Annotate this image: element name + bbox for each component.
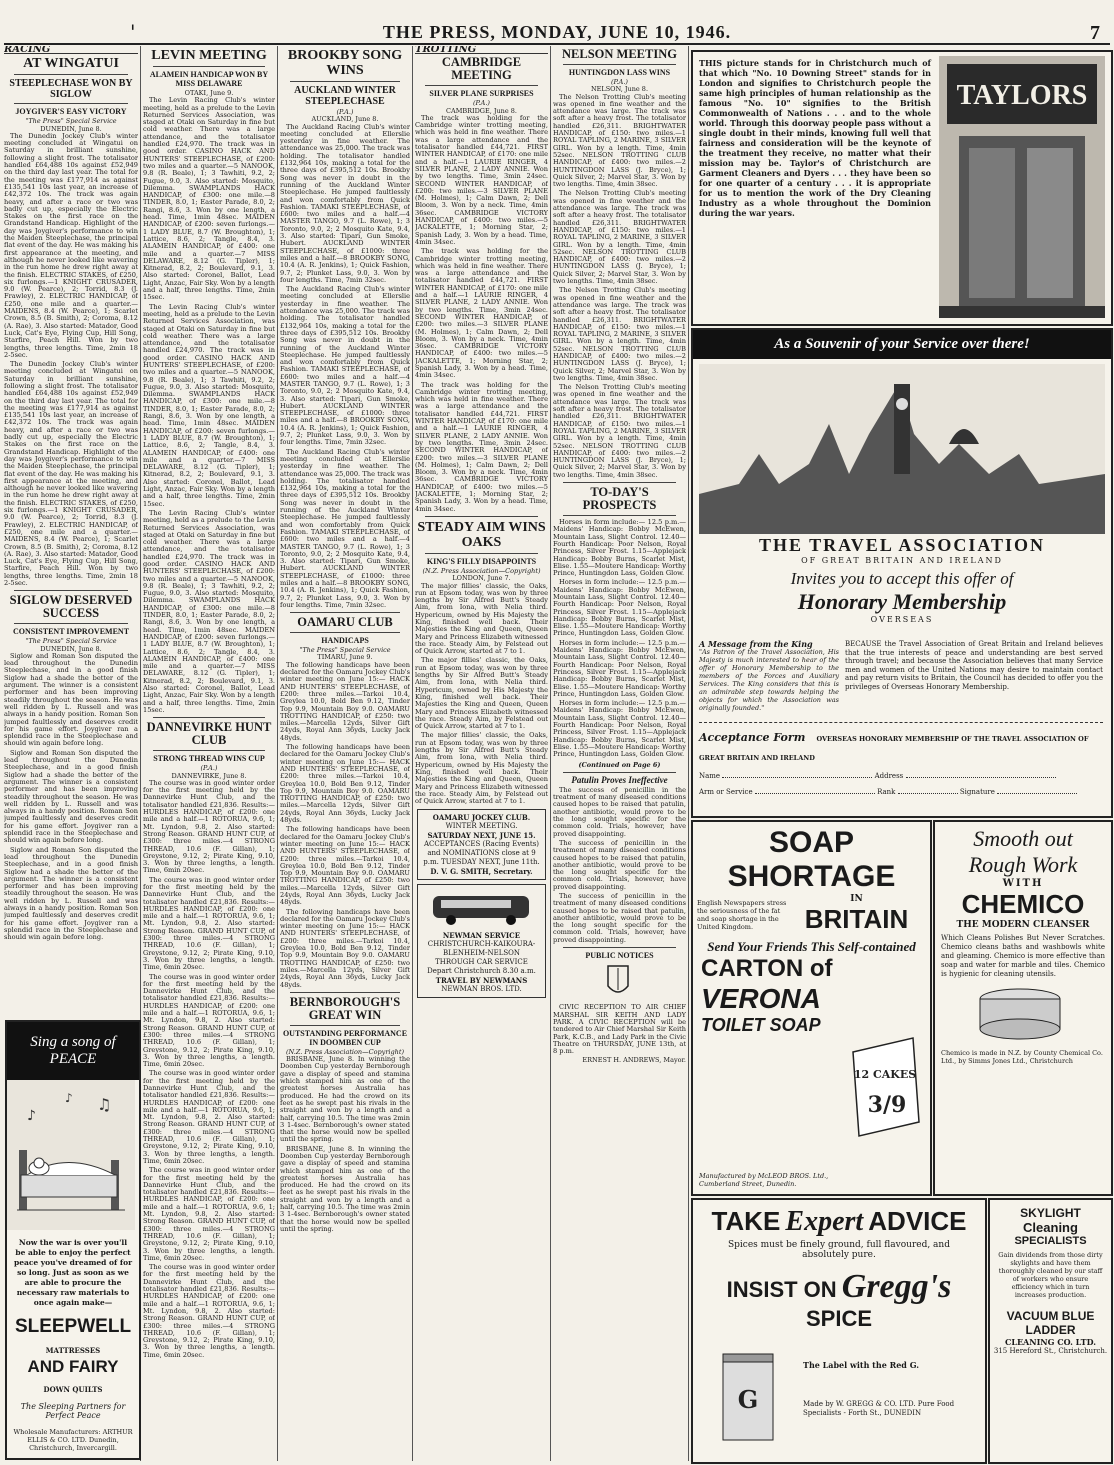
dateline: OTAKI, June 9. (184, 89, 234, 97)
article-body: The Nelson Trotting Club's meeting was opened in fine weather and the attendance was large. The track was soft after a heavy frost. The totalisator handled £26,311. BRIGHTWATER HANDICAP, of £150: two miles.—1 ROYAL TAPLING, 2 MARINE, 3 SILVER GIRL. Won by a length. Time, 4min 52sec. NELSON TROTTING CLUB HANDICAP, of £400: two miles.—2 HUNTINGDON LASS (J. Bryce), 1; Quick Silver, 2; Marvel Star, 3. Won by two lengths. Time, 4min 38sec. (553, 189, 686, 286)
form-label: Signature (959, 788, 995, 796)
column-1 (4, 46, 138, 1016)
notice-body: CIVIC RECEPTION TO AIR CHIEF MARSHAL SIR KEITH AND LADY PARK. A CIVIC RECEPTION will be tendered to Air Chief Marshal Sir Keith Park, K.C.B., and Lady Park in the Civic Theatre on THURSDAY, JUNE 13th, at 8 p.m. (553, 1003, 686, 1056)
article-body: The success of penicillin in the treatment of many diseased conditions caused hopes to be raised that patulin, another antibiotic, would prove to be the long sought specific for the common cold. Trials, however, have proved disappointing. (553, 891, 686, 944)
assoc-name: THE TRAVEL ASSOCIATION (758, 535, 1046, 555)
soap-carton-illustration (843, 1032, 923, 1142)
taylors-building-photo (939, 56, 1105, 318)
article-body: The track was holding for the Cambridge winter trotting meeting, which was held in fine weather. There was a large attendance and the totalisator handled £44,721. FIRST WINTER HANDICAP, of £170: one mile and a half.—1 LAURIE RINGER, 4 SILVER PLANE, 2 LADY ANNIE. Won by two lengths. Time, 3min 24sec. SECOND WINTER HANDICAP, of £200: two miles.—3 SILVER PLANE (M. Holmes), 1; Calm Dawn, 2; Dell Bloom, 3. Won by a neck. Time, 4min 36sec. CAMBRIDGE VICTORY HANDICAP, of £400: two miles.—5 JACKALETTE, 1; Morning Star, 2; Spanish Lady, 3. Won by a head. Time, 4min 34sec. (415, 380, 548, 513)
signature-field[interactable] (997, 793, 1077, 794)
subheadline: KING'S FILLY DISAPPOINTS (426, 556, 537, 566)
gregg-brand: Gregg's (841, 1268, 952, 1305)
ad-slogan: The Sleeping Partners for Perfect Peace (20, 1402, 126, 1420)
ad-title: Sing a song of PEACE (7, 1022, 139, 1080)
verona-brand: VERONA (701, 983, 821, 1014)
article-body: The course was in good winter order for the first meeting held by the Dannevirke Hunt Club, and the totalisator handled £21,836. Results:— HURDLES HANDICAP, of £200: one mile and a half.—1 ROTORUA, 9.6, 1; Mt. Lyndon, 9.8, 2. Also started: Strong Reason. GRAND HUNT CUP, of £300: three miles.—4 STRONG THREAD, 10.6 (F. Gillan), 1; Greystone, 9.12, 2; Pirate King, 9.10, 3. Won by three lengths, a length. Time, 6min 20sec. (143, 1166, 275, 1262)
source-line: (P.A.) (200, 764, 218, 773)
article-body: The major fillies' classic, the Oaks, run at Epsom today, was won by three lengths by Sir Alfred Butt's Steady Aim, from Iona, with Nelia third. Hypericum, owned by His Majesty the King, finished well back. Their Majesties the King and Queen, Queen Mary and Princess Elizabeth witnessed the race. Steady Aim, by Felstead out of Quick Arrow, started at 7 to 1. (415, 656, 548, 731)
travel-association-ad (691, 328, 1113, 818)
dateline: NELSON, June 8. (590, 85, 649, 94)
headline: SIGLOW DESERVED SUCCESS (9, 593, 133, 621)
chemico-h2: Rough Work (968, 852, 1078, 877)
form-heading: Acceptance Form (699, 731, 806, 744)
svg-text:♪: ♪ (27, 1108, 36, 1124)
form-label: Address (874, 772, 904, 780)
gregg-advice: ADVICE (868, 1206, 967, 1236)
article-body: Horses in form include:— 12.5 p.m.—Maidens' Handicap: Bobby McEwen, Mountain Lass, Slight Control. 12.40—Fourth Handicap: Poor Nelson, Royal Princess, Silver Frost. 1.15—Applejack Handicap: Bobby Burns, Scarlet Mist, Elise. 1.55—Moutere Handicap: Worthy Prince, Huntingdon Lass, Golden Glow. (553, 578, 686, 638)
subheadline: STEEPLECHASE WON BY SIGLOW (9, 78, 133, 101)
headline: BROOKBY SONG WINS (287, 48, 403, 78)
article-body: Horses in form include:— 12.5 p.m.—Maidens' Handicap: Bobby McEwen, Mountain Lass, Slight Control. 12.40—Fourth Handicap: Poor Nelson, Royal Princess, Silver Frost. 1.15—Applejack Handicap: Bobby Burns, Scarlet Mist, Elise. 1.55—Moutere Handicap: Worthy Prince, Huntingdon Lass, Golden Glow. (553, 638, 686, 698)
toilet-soap: TOILET SOAP (701, 1015, 821, 1035)
brand-sleepwell-sub: MATTRESSES (45, 1346, 101, 1355)
svg-text:♪: ♪ (65, 1091, 73, 1105)
article-body: The Auckland Racing Club's winter meeting concluded at Ellerslie yesterday in fine weather. The attendance was 25,000. The track was holding. The totalisator handled £132,964 10s, making a total for the three days of £395,512 10s. Brookby Song was never in doubt in the running of the Auckland Winter Steeplechase. He jumped faultlessly and won comfortably from Quick Fashion. TAMAKI STEEPLECHASE, of £600: two miles and a half.—4 MASTER TANGO, 9.7 (L. Rowe), 1; 3 Toronto, 9.0, 2; 2 Mosquito Kate, 9.4, 3. Also started: Tipari, Gun Smoke, Hubert. AUCKLAND WINTER STEEPLECHASE, of £1000: three miles and a half.—8 BROOKBY SONG, 10.4 (A. R. Jenkins), 1; Quick Fashion, 9.7, 2; Plunket Lass, 9.0, 3. Won by four lengths. Time, 7min 32sec. (280, 122, 410, 284)
article-body: The Levin Racing Club's winter meeting, held as a prelude to the Levin Returned Services Association, was staged at Otaki on Saturday in fine but cold weather. There was a large attendance, and the totalisator handled £24,970. The track was in good order. CASINO HACK AND HUNTERS' STEEPLECHASE, of £200: two miles and a quarter.—5 NANOOK, 9.8 (R. Beale), 1; 3 Tawhiti, 9.2, 2; Fugue, 9.0, 3. Also started: Mosquito, Dilemma. SWAMPLANDS HACK HANDICAP, of £300: one mile.—8 TINDER, 8.0, 1; Easter Parade, 8.0, 2; Rangi, 8.6, 3. Won by one length, a head. Time, 1min 48sec. MAIDEN HANDICAP, of £200: seven furlongs.—1 LADY BLUE, 8.7 (W. Broughton), 1; Lattice, 8.6, 2; Tangle, 8.4, 3. ALAMEIN HANDICAP, of £400: one mile and a quarter.—7 MISS DELAWARE, 8.12 (G. Tipler), 1; Kitnerad, 8.2, 2; Boulevard, 9.1, 3. Also started: Coronel, Ballot, Lead Light, Anzac, Fair Sky. Won by a length and a half, three lengths. Time, 2min 15sec. (143, 302, 275, 508)
column-3 (280, 46, 410, 1456)
soap-britain: BRITAIN (804, 904, 909, 934)
article-body: The Nelson Trotting Club's meeting was opened in fine weather and the attendance was large. The track was soft after a heavy frost. The totalisator handled £26,311. BRIGHTWATER HANDICAP, of £150: two miles.—1 ROYAL TAPLING, 2 MARINE, 3 SILVER GIRL. Won by a length. Time, 4min 52sec. NELSON TROTTING CLUB HANDICAP, of £400: two miles.—2 HUNTINGDON LASS (J. Bryce), 1; Quick Silver, 2; Marvel Star, 3. Won by two lengths. Time, 4min 38sec. (553, 286, 686, 382)
king-message (699, 640, 839, 712)
article-body: The following handicaps have been declared for the Oamaru Jockey Club's winter meeting on June 15:— HACK AND HUNTERS' STEEPLECHASE, of £200: three miles.—Tarkoi 10.4, Greylea 10.0, Bold Ben 9.12, Tinder Top 9.9, Mountain Boy 9.0. OAMARU TROTTING HANDICAP, of £250: two miles.—Marcella 12yds, Silver Gift 24yds, Royal Ann 36yds, Lucky Jack 48yds. (280, 660, 410, 742)
chemico-tin-illustration (935, 983, 1105, 1043)
column-rule (277, 46, 278, 1461)
column-4 (415, 46, 548, 1456)
notice-line: ACCEPTANCES (Racing Events) and NOMINATIONS close at 9 p.m. TUESDAY NEXT, June 11th. (423, 840, 540, 867)
assoc-sub: OF GREAT BRITAIN AND IRELAND (801, 556, 1003, 565)
subheadline: CONSISTENT IMPROVEMENT (12, 627, 130, 637)
dateline: TIMARU, June 9. (317, 653, 373, 662)
sky-addr: 315 Hereford St., Christchurch. (993, 1347, 1108, 1355)
brand-sleepwell: SLEEPWELL (14, 1316, 132, 1337)
bus-line: Depart Christchurch 8.30 a.m. (427, 967, 536, 976)
article-body: The track was holding for the Cambridge winter trotting meeting, which was held in fine weather. There was a large attendance and the totalisator handled £44,721. FIRST WINTER HANDICAP, of £170: one mile and a half.—1 LAURIE RINGER, 4 SILVER PLANE, 2 LADY ANNIE. Won by two lengths. Time, 3min 24sec. SECOND WINTER HANDICAP, of £200: two miles.—3 SILVER PLANE (M. Holmes), 1; Calm Dawn, 2; Dell Bloom, 3. Won by a neck. Time, 4min 36sec. CAMBRIDGE VICTORY HANDICAP, of £400: two miles.—5 JACKALETTE, 1; Morning Star, 2; Spanish Lady, 3. Won by a head. Time, 4min 34sec. (415, 113, 548, 246)
article-body: The major fillies' classic, the Oaks, run at Epsom today, was won by three lengths by Sir Alfred Butt's Steady Aim, from Iona, with Nelia third. Hypericum, owned by His Majesty the King, finished well back. Their Majesties the King and Queen, Queen Mary and Princess Elizabeth witnessed the race. Steady Aim, by Felstead out of Quick Arrow, started at 7 to 1. (415, 581, 548, 656)
chemico-ad (933, 820, 1113, 1196)
headline: TO-DAY'S PROSPECTS (582, 485, 657, 513)
source-line: "The Press" Special Service (25, 637, 117, 646)
article-body: The Auckland Racing Club's winter meeting concluded at Ellerslie yesterday in fine weather. The attendance was 25,000. The track was holding. The totalisator handled £132,964 10s, making a total for the three days of £395,512 10s. Brookby Song was never in doubt in the running of the Auckland Winter Steeplechase. He jumped faultlessly and won comfortably from Quick Fashion. TAMAKI STEEPLECHASE, of £600: two miles and a half.—4 MASTER TANGO, 9.7 (L. Rowe), 1; 3 Toronto, 9.0, 2; 2 Mosquito Kate, 9.4, 3. Also started: Tipari, Gun Smoke, Hubert. AUCKLAND WINTER STEEPLECHASE, of £1000: three miles and a half.—8 BROOKBY SONG, 10.4 (A. R. Jenkins), 1; Quick Fashion, 9.7, 2; Plunket Lass, 9.0, 3. Won by four lengths. Time, 7min 32sec. (280, 285, 410, 447)
chemico-tag: THE MODERN CLEANSER (956, 920, 1090, 930)
article-body: The Levin Racing Club's winter meeting, held as a prelude to the Levin Returned Services Association, was staged at Otaki on Saturday in fine but cold weather. There was a large attendance, and the totalisator handled £24,970. The track was in good order. CASINO HACK AND HUNTERS' STEEPLECHASE, of £200: two miles and a quarter.—5 NANOOK, 9.8 (R. Beale), 1; 3 Tawhiti, 9.2, 2; Fugue, 9.0, 3. Also started: Mosquito, Dilemma. SWAMPLANDS HACK HANDICAP, of £300: one mile.—8 TINDER, 8.0, 1; Easter Parade, 8.0, 2; Rangi, 8.6, 3. Won by one length, a head. Time, 1min 48sec. MAIDEN HANDICAP, of £200: seven furlongs.—1 LADY BLUE, 8.7 (W. Broughton), 1; Lattice, 8.6, 2; Tangle, 8.4, 3. ALAMEIN HANDICAP, of £400: one mile and a quarter.—7 MISS DELAWARE, 8.12 (G. Tipler), 1; Kitnerad, 8.2, 2; Boulevard, 9.1, 3. Also started: Coronel, Ballot, Lead Light, Anzac, Fair Sky. Won by a length and a half, three lengths. Time, 2min 15sec. (143, 508, 275, 714)
masthead (0, 0, 1114, 44)
ad-body: BECAUSE the Travel Association of Great Britain and Ireland believes that the true interests of peace and understanding are best served through travel; and because the Association believes that many Service men and women of the United Nations may desire to maintain contact and pay return visits to Britain, the Council has decided to offer you the privileges of Overseas Honorary Membership. (845, 640, 1103, 691)
gregg-expert: Expert (785, 1206, 864, 1237)
ad-body: Now the war is over you'll be able to enjoy the perfect peace you've dreamed of for so long. Just as soon as we are able to procure the necessary raw materials to once again make— (13, 1238, 133, 1307)
subheadline: JOYGIVER'S EASY VICTORY (15, 107, 127, 117)
public-notices-heading: PUBLIC NOTICES (585, 951, 654, 961)
gregg-take: TAKE (711, 1206, 781, 1236)
headline: NELSON MEETING (562, 47, 677, 61)
dateline: CAMBRIDGE, June 8. (446, 106, 517, 115)
bus-line: NEWMAN BROS. LTD. (441, 985, 522, 994)
article-body: Horses in form include:— 12.5 p.m.—Maidens' Handicap: Bobby McEwen, Mountain Lass, Slight Control. 12.40—Fourth Handicap: Poor Nelson, Royal Princess, Silver Frost. 1.15—Applejack Handicap: Bobby Burns, Scarlet Mist, Elise. 1.55—Moutere Handicap: Worthy Prince, Huntingdon Lass, Golden Glow. (553, 518, 686, 578)
source-line: (P.A.) (336, 108, 354, 116)
article-body: The success of penicillin in the treatment of many diseased conditions caused hopes to be raised that patulin, another antibiotic, would prove to be the long sought specific for the common cold. Trials, however, have proved disappointing. (553, 785, 686, 838)
article-body: The course was in good winter order for the first meeting held by the Dannevirke Hunt Club, and the totalisator handled £21,836. Results:— HURDLES HANDICAP, of £200: one mile and a half.—1 ROTORUA, 9.6, 1; Mt. Lyndon, 9.8, 2. Also started: Strong Reason. GRAND HUNT CUP, of £300: three miles.—4 STRONG THREAD, 10.6 (F. Gillan), 1; Greystone, 9.12, 2; Pirate King, 9.10, 3. Won by three lengths, a length. Time, 6min 20sec. (143, 1263, 275, 1359)
acceptance-form (699, 722, 1103, 800)
message-heading: A Message from the King (699, 639, 813, 649)
sky-brand: VACUUM BLUE LADDER (1006, 1309, 1095, 1337)
gregg-label: The Label with the Red G. (803, 1360, 920, 1370)
article-body: The following handicaps have been declared for the Oamaru Jockey Club's winter meeting on June 15:— HACK AND HUNTERS' STEEPLECHASE, of £200: three miles.—Tarkoi 10.4, Greylea 10.0, Bold Ben 9.12, Tinder Top 9.9, Mountain Boy 9.0. OAMARU TROTTING HANDICAP, of £250: two miles.—Marcella 12yds, Silver Gift 24yds, Royal Ann 36yds, Lucky Jack 48yds. (280, 743, 410, 825)
bus-line: THROUGH CAR SERVICE (435, 958, 528, 967)
bus-line: NEWMAN SERVICE (442, 931, 521, 941)
source-line: "The Press" Special Service (299, 646, 391, 655)
gregg-spice: SPICE (805, 1306, 873, 1331)
article-body: The course was in good winter order for the first meeting held by the Dannevirke Hunt Club, and the totalisator handled £21,836. Results:— HURDLES HANDICAP, of £200: one mile and a half.—1 ROTORUA, 9.6, 1; Mt. Lyndon, 9.8, 2. Also started: Strong Reason. GRAND HUNT CUP, of £300: three miles.—4 STRONG THREAD, 10.6 (F. Gillan), 1; Greystone, 9.12, 2; Pirate King, 9.10, 3. Won by three lengths, a length. Time, 6min 20sec. (143, 1069, 275, 1165)
chemico-brand: CHEMICO (961, 889, 1085, 919)
dateline: DANNEVIRKE, June 8. (171, 771, 247, 780)
carton-line: CARTON of (701, 955, 833, 982)
sky-h3: SPECIALISTS (1014, 1235, 1087, 1247)
ad-body: Which Cleans Polishes But Never Scratches. Chemico cleans baths and washbowls white and gleaming. Chemico is more effective than soap and water for marble and tiles. Chemico is hygienic for cleaning utensils. (941, 934, 1105, 978)
gregg-spice-ad (691, 1198, 987, 1464)
sky-h1: SKYLIGHT (1020, 1206, 1081, 1220)
article-body: The course was in good winter order for the first meeting held by the Dannevirke Hunt Club, and the totalisator handled £21,836. Results:— HURDLES HANDICAP, of £200: one mile and a half.—1 ROTORUA, 9.6, 1; Mt. Lyndon, 9.8, 2. Also started: Strong Reason. GRAND HUNT CUP, of £300: three miles.—4 STRONG THREAD, 10.6 (F. Gillan), 1; Greystone, 9.12, 2; Pirate King, 9.10, 3. Won by three lengths, a length. Time, 6min 20sec. (143, 972, 275, 1069)
oamaru-notice (417, 809, 546, 880)
subheadline: HANDICAPS (321, 636, 369, 646)
ad-maker: Made by W. GREGG & CO. LTD. Pure Food Specialists - Forth St., DUNEDIN (803, 1400, 955, 1417)
send-line: Send Your Friends This Self-contained (707, 939, 916, 954)
article-body: Horses in form include:— 12.5 p.m.—Maidens' Handicap: Bobby McEwen, Mountain Lass, Slight Control. 12.40—Fourth Handicap: Poor Nelson, Royal Princess, Silver Frost. 1.15—Applejack Handicap: Bobby Burns, Scarlet Mist, Elise. 1.55—Moutere Handicap: Worthy Prince, Huntingdon Lass, Golden Glow. (553, 699, 686, 759)
source-line: (P.A.) (473, 99, 490, 108)
source-line: (N.Z. Press Association—Copyright) (285, 1047, 405, 1056)
bus-illustration (427, 888, 537, 928)
bus-line: TRAVEL BY NEWMANS (435, 976, 528, 986)
form-text: OVERSEAS HONORARY MEMBERSHIP OF THE TRAVEL ASSOCIATION OF GREAT BRITAIN AND IRELAND (699, 735, 1089, 762)
carton-price: 3/9 (867, 1092, 907, 1118)
masthead-title: THE PRESS, MONDAY, JUNE 10, 1946. (382, 22, 732, 42)
rank-field[interactable] (898, 793, 958, 794)
chemico-with: WITH (1002, 878, 1044, 889)
article-body: The track was holding for the Cambridge winter trotting meeting, which was held in fine weather. There was a large attendance and the totalisator handled £44,721. FIRST WINTER HANDICAP, of £170: one mile and a half.—1 LAURIE RINGER, 4 SILVER PLANE, 2 LADY ANNIE. Won by two lengths. Time, 3min 24sec. SECOND WINTER HANDICAP, of £200: two miles.—3 SILVER PLANE (M. Holmes), 1; Calm Dawn, 2; Dell Bloom, 3. Won by a neck. Time, 4min 36sec. CAMBRIDGE VICTORY HANDICAP, of £400: two miles.—5 JACKALETTE, 1; Morning Star, 2; Spanish Lady, 3. Won by a head. Time, 4min 34sec. (415, 247, 548, 380)
masthead-rule (4, 43, 1110, 45)
headline: CAMBRIDGE MEETING (441, 55, 522, 83)
column-rule (550, 46, 551, 1461)
newman-bus-ad (417, 884, 546, 998)
ad-body: THIS picture stands for in Christchurch much of that which "No. 10 Downing Street" stands for in London and signifies to Christchurch people the same high principles of human relationship as the famous "No. 10" signifies to the British Commonwealth of Nations . . . and to the whole world. Through this doorway people pass without a single doubt in their minds, knowing full well that fairness and consideration will be the keynote of the treatment they receive, no matter what their mission may be. Taylor's of Christchurch are Garment Cleaners and Dyers . . . they have been so for one quarter of a century . . . it is appropriate for us to mention the work of the Dry Cleaning Industry as a whole throughout the Dominion during the war years. (699, 58, 931, 218)
article-body: The major fillies' classic, the Oaks, run at Epsom today, was won by three lengths by Sir Alfred Butt's Steady Aim, from Iona, with Nelia third. Hypericum, owned by His Majesty the King, finished well back. Their Majesties the King and Queen, Queen Mary and Princess Elizabeth witnessed the race. Steady Aim, by Felstead out of Quick Arrow, started at 7 to 1. (415, 731, 548, 806)
ad-banner: As a Souvenir of your Service over there! (693, 330, 1111, 359)
article-body: The course was in good winter order for the first meeting held by the Dannevirke Hunt Club, and the totalisator handled £21,836. Results:— HURDLES HANDICAP, of £200: one mile and a half.—1 ROTORUA, 9.6, 1; Mt. Lyndon, 9.8, 2. Also started: Strong Reason. GRAND HUNT CUP, of £300: three miles.—4 STRONG THREAD, 10.6 (F. Gillan), 1; Greystone, 9.12, 2; Pirate King, 9.10, 3. Won by three lengths, a length. Time, 6min 20sec. (143, 875, 275, 972)
dateline: DUNEDIN, June 8. (40, 124, 102, 133)
gregg-insist: INSIST ON (726, 1277, 837, 1302)
source-line: "The Press" Special Service (25, 117, 117, 126)
chemico-h1: Smooth out (973, 826, 1073, 851)
ad-body: Gain dividends from those dirty skylights and have them thoroughly cleaned by our staff of workers who ensure efficiency which in turn increases production. (998, 1251, 1103, 1299)
brand-fairy-sub: DOWN QUILTS (43, 1385, 103, 1394)
article-body: BRISBANE, June 8. In winning the Doomben Cup yesterday Bernborough gave a display of speed and stamina which stamped him as one of the greatest horses Australia has produced. He had the crowd on its feet as he swept past his rivals in the straight and won by a length and a half, carrying 10.5. The time was 2min 3 1-4sec. Bernborough's owner stated that the horse would now be spelled until the spring. (280, 1144, 410, 1233)
article-body: Siglow and Roman Son disputed the lead throughout the Dunedin Steeplechase, and in a good finish Siglow had a shade the better of the argument. The winner is a consistent performer and has been improving steadily throughout the season. He was well ridden by L. Russell and was always in a handy position. Roman Son jumped faultlessly and deserves credit for his game effort. Joygiver ran a splendid race in the Steeplechase and should win again before long. (4, 651, 138, 748)
notice-signature: ERNEST H. ANDREWS, Mayor. (582, 1056, 686, 1065)
address-field[interactable] (906, 777, 1056, 778)
article-body: Siglow and Roman Son disputed the lead throughout the Dunedin Steeplechase, and in a good finish Siglow had a shade the better of the argument. The winner is a consistent performer and has been improving steadily throughout the season. He was well ridden by L. Russell and was always in a handy position. Roman Son jumped faultlessly and deserves credit for his game effort. Joygiver ran a splendid race in the Steeplechase and should win again before long. (4, 845, 138, 942)
column-5 (553, 46, 686, 1456)
verona-soap-ad (691, 820, 932, 1196)
taylors-sign: TAYLORS (956, 80, 1088, 111)
invite-line: Invites you to accept this offer of (790, 569, 1014, 588)
subheadline: STRONG THREAD WINS CUP (153, 754, 265, 764)
column-rule (688, 46, 689, 1461)
article-body: The Dunedin Jockey Club's winter meeting concluded at Wingatui on Saturday in brilliant sunshine, following a slight frost. The totalisator handled £64,488 10s against £52,949 on the third day last year. The total for the meeting was £177,914 as against £135,541 10s last year, an increase of £42,372 10s. The track was again heavy, and after a race or two was badly cut up, especially the Electric Stakes on the first race on the Grandstand Handicap. Highlight of the day was Joygiver's performance to win the Maiden Steeplechase, the principal flat event of the day. He was making his first appearance at the meeting, and although he never looked like wavering in the run home he drew right away at the finish. ELECTRIC STAKES, of £250, six furlongs.—1 KNIGHT CRUSADER, 9.0 (W. Pearce), 2; Torrid, 8.3 (J. Frawley), 2. ELECTRIC HANDICAP, of £250, one mile and a quarter.—MAIDENS, 8.4 (W. Pearce), 1; Scarlet Crown, 8.5 (B. Smith), 2; Coroma, 8.12 (A. Rae), 3. Also started: Matador, Good Luck, Cat's Eye, Flying Cup, Hill Song, Starfire, Peach Hill. Won by two lengths, three lengths. Time, 2min 18 2-5sec. (4, 131, 138, 359)
article-body: The course was in good winter order for the first meeting held by the Dannevirke Hunt Club, and the totalisator handled £21,836. Results:— HURDLES HANDICAP, of £200: one mile and a half.—1 ROTORUA, 9.6, 1; Mt. Lyndon, 9.8, 2. Also started: Strong Reason. GRAND HUNT CUP, of £300: three miles.—4 STRONG THREAD, 10.6 (F. Gillan), 1; Greystone, 9.12, 2; Pirate King, 9.10, 3. Won by three lengths, a length. Time, 6min 20sec. (143, 778, 275, 875)
source-line: (N.Z. Press Association—Copyright) (422, 566, 541, 575)
form-label: Name (699, 772, 721, 780)
article-body: The Nelson Trotting Club's meeting was opened in fine weather and the attendance was large. The track was soft after a heavy frost. The totalisator handled £26,311. BRIGHTWATER HANDICAP, of £150: two miles.—1 ROYAL TAPLING, 2 MARINE, 3 SILVER GIRL. Won by a length. Time, 4min 52sec. NELSON TROTTING CLUB HANDICAP, of £400: two miles.—2 HUNTINGDON LASS (J. Bryce), 1; Quick Silver, 2; Marvel Star, 3. Won by two lengths. Time, 4min 38sec. (553, 92, 686, 189)
article-body: The Levin Racing Club's winter meeting, held as a prelude to the Levin Returned Services Association, was staged at Otaki on Saturday in fine but cold weather. There was a large attendance, and the totalisator handled £24,970. The track was in good order. CASINO HACK AND HUNTERS' STEEPLECHASE, of £200: two miles and a quarter.—5 NANOOK, 9.8 (R. Beale), 1; 3 Tawhiti, 9.2, 2; Fugue, 9.0, 3. Also started: Mosquito, Dilemma. SWAMPLANDS HACK HANDICAP, of £300: one mile.—8 TINDER, 8.0, 1; Easter Parade, 8.0, 2; Rangi, 8.6, 3. Won by one length, a head. Time, 1min 48sec. MAIDEN HANDICAP, of £200: seven furlongs.—1 LADY BLUE, 8.7 (W. Broughton), 1; Lattice, 8.6, 2; Tangle, 8.4, 3. ALAMEIN HANDICAP, of £400: one mile and a quarter.—7 MISS DELAWARE, 8.12 (G. Tipler), 1; Kitnerad, 8.2, 2; Boulevard, 9.1, 3. Also started: Coronel, Ballot, Lead Light, Anzac, Fair Sky. Won by a length and a half, three lengths. Time, 2min 15sec. (143, 96, 275, 302)
membership-offer (733, 535, 1071, 624)
subheadline: SILVER PLANE SURPRISES (429, 89, 534, 99)
continued-note: (Continued on Page 6) (578, 760, 661, 769)
ad-maker: Wholesale Manufacturers: ARTHUR ELLIS & CO. LTD. Dunedin, Christchurch, Invercargill. (13, 1428, 133, 1452)
overseas-label: OVERSEAS (870, 615, 934, 624)
form-label: Rank (877, 788, 896, 796)
article-body: Siglow and Roman Son disputed the lead throughout the Dunedin Steeplechase, and in a good finish Siglow had a shade the better of the argument. The winner is a consistent performer and has been improving steadily throughout the season. He was well ridden by L. Russell and was always in a handy position. Roman Son jumped faultlessly and deserves credit for his game effort. Joygiver ran a splendid race in the Steeplechase and should win again before long. (4, 748, 138, 845)
london-skyline-illustration (699, 364, 1105, 534)
brand-fairy: AND FAIRY (27, 1357, 119, 1376)
article-body: The following handicaps have been declared for the Oamaru Jockey Club's winter meeting on June 15:— HACK AND HUNTERS' STEEPLECHASE, of £200: three miles.—Tarkoi 10.4, Greylea 10.0, Bold Ben 9.12, Tinder Top 9.9, Mountain Boy 9.0. OAMARU TROTTING HANDICAP, of £250: two miles.—Marcella 12yds, Silver Gift 24yds, Royal Ann 36yds, Lucky Jack 48yds. (280, 907, 410, 989)
dateline: AUCKLAND, June 8. (311, 115, 379, 124)
carton-cakes: 12 CAKES (853, 1068, 917, 1081)
dateline: LONDON, June 7. (452, 574, 511, 583)
article-body: The Nelson Trotting Club's meeting was opened in fine weather and the attendance was large. The track was soft after a heavy frost. The totalisator handled £26,311. BRIGHTWATER HANDICAP, of £150: two miles.—1 ROYAL TAPLING, 2 MARINE, 3 SILVER GIRL. Won by a length. Time, 4min 52sec. NELSON TROTTING CLUB HANDICAP, of £400: two miles.—2 HUNTINGDON LASS (J. Bryce), 1; Quick Silver, 2; Marvel Star, 3. Won by two lengths. Time, 4min 38sec. (553, 383, 686, 479)
headline: STEADY AIM WINS OAKS (417, 519, 546, 550)
service-field[interactable] (755, 793, 875, 794)
headline: LEVIN MEETING (151, 48, 267, 63)
article-body: The following handicaps have been declared for the Oamaru Jockey Club's winter meeting on June 15:— HACK AND HUNTERS' STEEPLECHASE, of £200: three miles.—Tarkoi 10.4, Greylea 10.0, Bold Ben 9.12, Tinder Top 9.9, Mountain Boy 9.0. OAMARU TROTTING HANDICAP, of £250: two miles.—Marcella 12yds, Silver Gift 24yds, Royal Ann 36yds, Lucky Jack 48yds. (280, 825, 410, 907)
section-kicker: RACING (4, 46, 138, 54)
sleepwell-ad (5, 1020, 141, 1460)
subheadline: HUNTINGDON LASS WINS (568, 68, 671, 77)
soap-headline: SOAP SHORTAGE (727, 826, 896, 893)
source-line: (P.A.) (611, 78, 628, 86)
svg-text:♫: ♫ (97, 1095, 112, 1114)
invite-title: Honorary Membership (797, 589, 1007, 614)
article-body: The success of penicillin in the treatment of many diseased conditions caused hopes to be raised that patulin, another antibiotic, would prove to be the long sought specific for the common cold. Trials, however, have proved disappointing. (553, 838, 686, 891)
spice-tin-illustration (703, 1350, 793, 1450)
masthead-mark: ' (130, 20, 136, 44)
headline: DANNEVIRKE HUNT CLUB (146, 720, 272, 748)
notice-line: SATURDAY NEXT, JUNE 15. (427, 831, 536, 841)
dateline: DUNEDIN, June 8. (40, 644, 102, 653)
page-number: 7 (1090, 22, 1100, 44)
article-body: BRISBANE, June 8. In winning the Doomben Cup yesterday Bernborough gave a display of speed and stamina which stamped him as one of the greatest horses Australia has produced. He had the crowd on its feet as he swept past his rivals in the straight and won by a length and a half, carrying 10.5. The time was 2min 3 1-4sec. Bernborough's owner stated that the horse would now be spelled until the spring. (280, 1055, 410, 1144)
bed-illustration (7, 1080, 135, 1230)
subheadline: AUCKLAND WINTER STEEPLECHASE (294, 85, 396, 107)
section-kicker: TROTTING (415, 46, 548, 54)
sky-h2: Cleaning (1023, 1220, 1078, 1235)
notice-line: WINTER MEETING. (445, 822, 518, 831)
headline: OAMARU CLUB (297, 615, 393, 630)
soap-in: IN (850, 894, 863, 904)
notice-line: D. V. G. SMITH, Secretary. (430, 867, 533, 877)
column-rule (412, 46, 413, 1461)
subheadline: OUTSTANDING PERFORMANCE IN DOOMBEN CUP (282, 1028, 408, 1047)
ad-maker: Chemico is made in N.Z. by County Chemical Co. Ltd., by Simms Jones Ltd., Christchurch (941, 1049, 1103, 1065)
headline: BERNBOROUGH'S GREAT WIN (289, 994, 401, 1022)
name-field[interactable] (722, 777, 872, 778)
column-2 (143, 46, 275, 1456)
svg-text:G: G (737, 1385, 759, 1414)
form-label: Arm or Service (699, 788, 753, 796)
ad-maker: Manufactured by McLEOD BROS. Ltd., Cumberland Street, Dunedin. (699, 1172, 829, 1188)
article-body: The Auckland Racing Club's winter meeting concluded at Ellerslie yesterday in fine weather. The attendance was 25,000. The track was holding. The totalisator handled £132,964 10s, making a total for the three days of £395,512 10s. Brookby Song was never in doubt in the running of the Auckland Winter Steeplechase. He jumped faultlessly and won comfortably from Quick Fashion. TAMAKI STEEPLECHASE, of £600: two miles and a half.—4 MASTER TANGO, 9.7 (L. Rowe), 1; 3 Toronto, 9.0, 2; 2 Mosquito Kate, 9.4, 3. Also started: Tipari, Gun Smoke, Hubert. AUCKLAND WINTER STEEPLECHASE, of £1000: three miles and a half.—8 BROOKBY SONG, 10.4 (A. R. Jenkins), 1; Quick Fashion, 9.7, 2; Plunket Lass, 9.0, 3. Won by four lengths. Time, 7min 32sec. (280, 447, 410, 609)
headline: Patulin Proves Ineffective (571, 774, 668, 785)
notice-line: OAMARU JOCKEY CLUB. (432, 813, 531, 823)
message-body: "As Patron of the Travel Association, His Majesty is much interested to hear of the offer of Honorary Membership to the members of the Forces and Auxiliary Services. The King considers that this is an admirable step towards helping the objects for which the Association was originally founded." (699, 648, 839, 712)
headline: AT WINGATUI (23, 56, 119, 72)
ad-note: English Newspapers stress the seriousness of the fat and soap shortage in the United Kingdom. (697, 898, 787, 931)
article-body: The Dunedin Jockey Club's winter meeting concluded at Wingatui on Saturday in brilliant sunshine, following a slight frost. The totalisator handled £64,488 10s against £52,949 on the third day last year. The total for the meeting was £177,914 as against £135,541 10s last year, an increase of £42,372 10s. The track was again heavy, and after a race or two was badly cut up, especially the Electric Stakes on the first race on the Grandstand Handicap. Highlight of the day was Joygiver's performance to win the Maiden Steeplechase, the principal flat event of the day. He was making his first appearance at the meeting, and although he never looked like wavering in the run home he drew right away at the finish. ELECTRIC STAKES, of £250, six furlongs.—1 KNIGHT CRUSADER, 9.0 (W. Pearce), 2; Torrid, 8.3 (J. Frawley), 2. ELECTRIC HANDICAP, of £250, one mile and a quarter.—MAIDENS, 8.4 (W. Pearce), 1; Scarlet Crown, 8.5 (B. Smith), 2; Coroma, 8.12 (A. Rae), 3. Also started: Matador, Good Luck, Cat's Eye, Flying Cup, Hill Song, Starfire, Peach Hill. Won by two lengths, three lengths. Time, 2min 18 2-5sec. (4, 360, 138, 587)
bus-line: CHRISTCHURCH-KAIKOURA-BLENHEIM-NELSON (427, 940, 536, 958)
ad-body: Spices must be finely ground, full flavoured, and absolutely pure. (728, 1240, 950, 1260)
subheadline: ALAMEIN HANDICAP WON BY MISS DELAWARE (149, 70, 269, 88)
sky-co: CLEANING CO. LTD. (1004, 1337, 1097, 1347)
city-crest-icon (553, 962, 683, 1002)
skylight-cleaning-ad (988, 1198, 1113, 1464)
taylors-ad (691, 50, 1113, 326)
